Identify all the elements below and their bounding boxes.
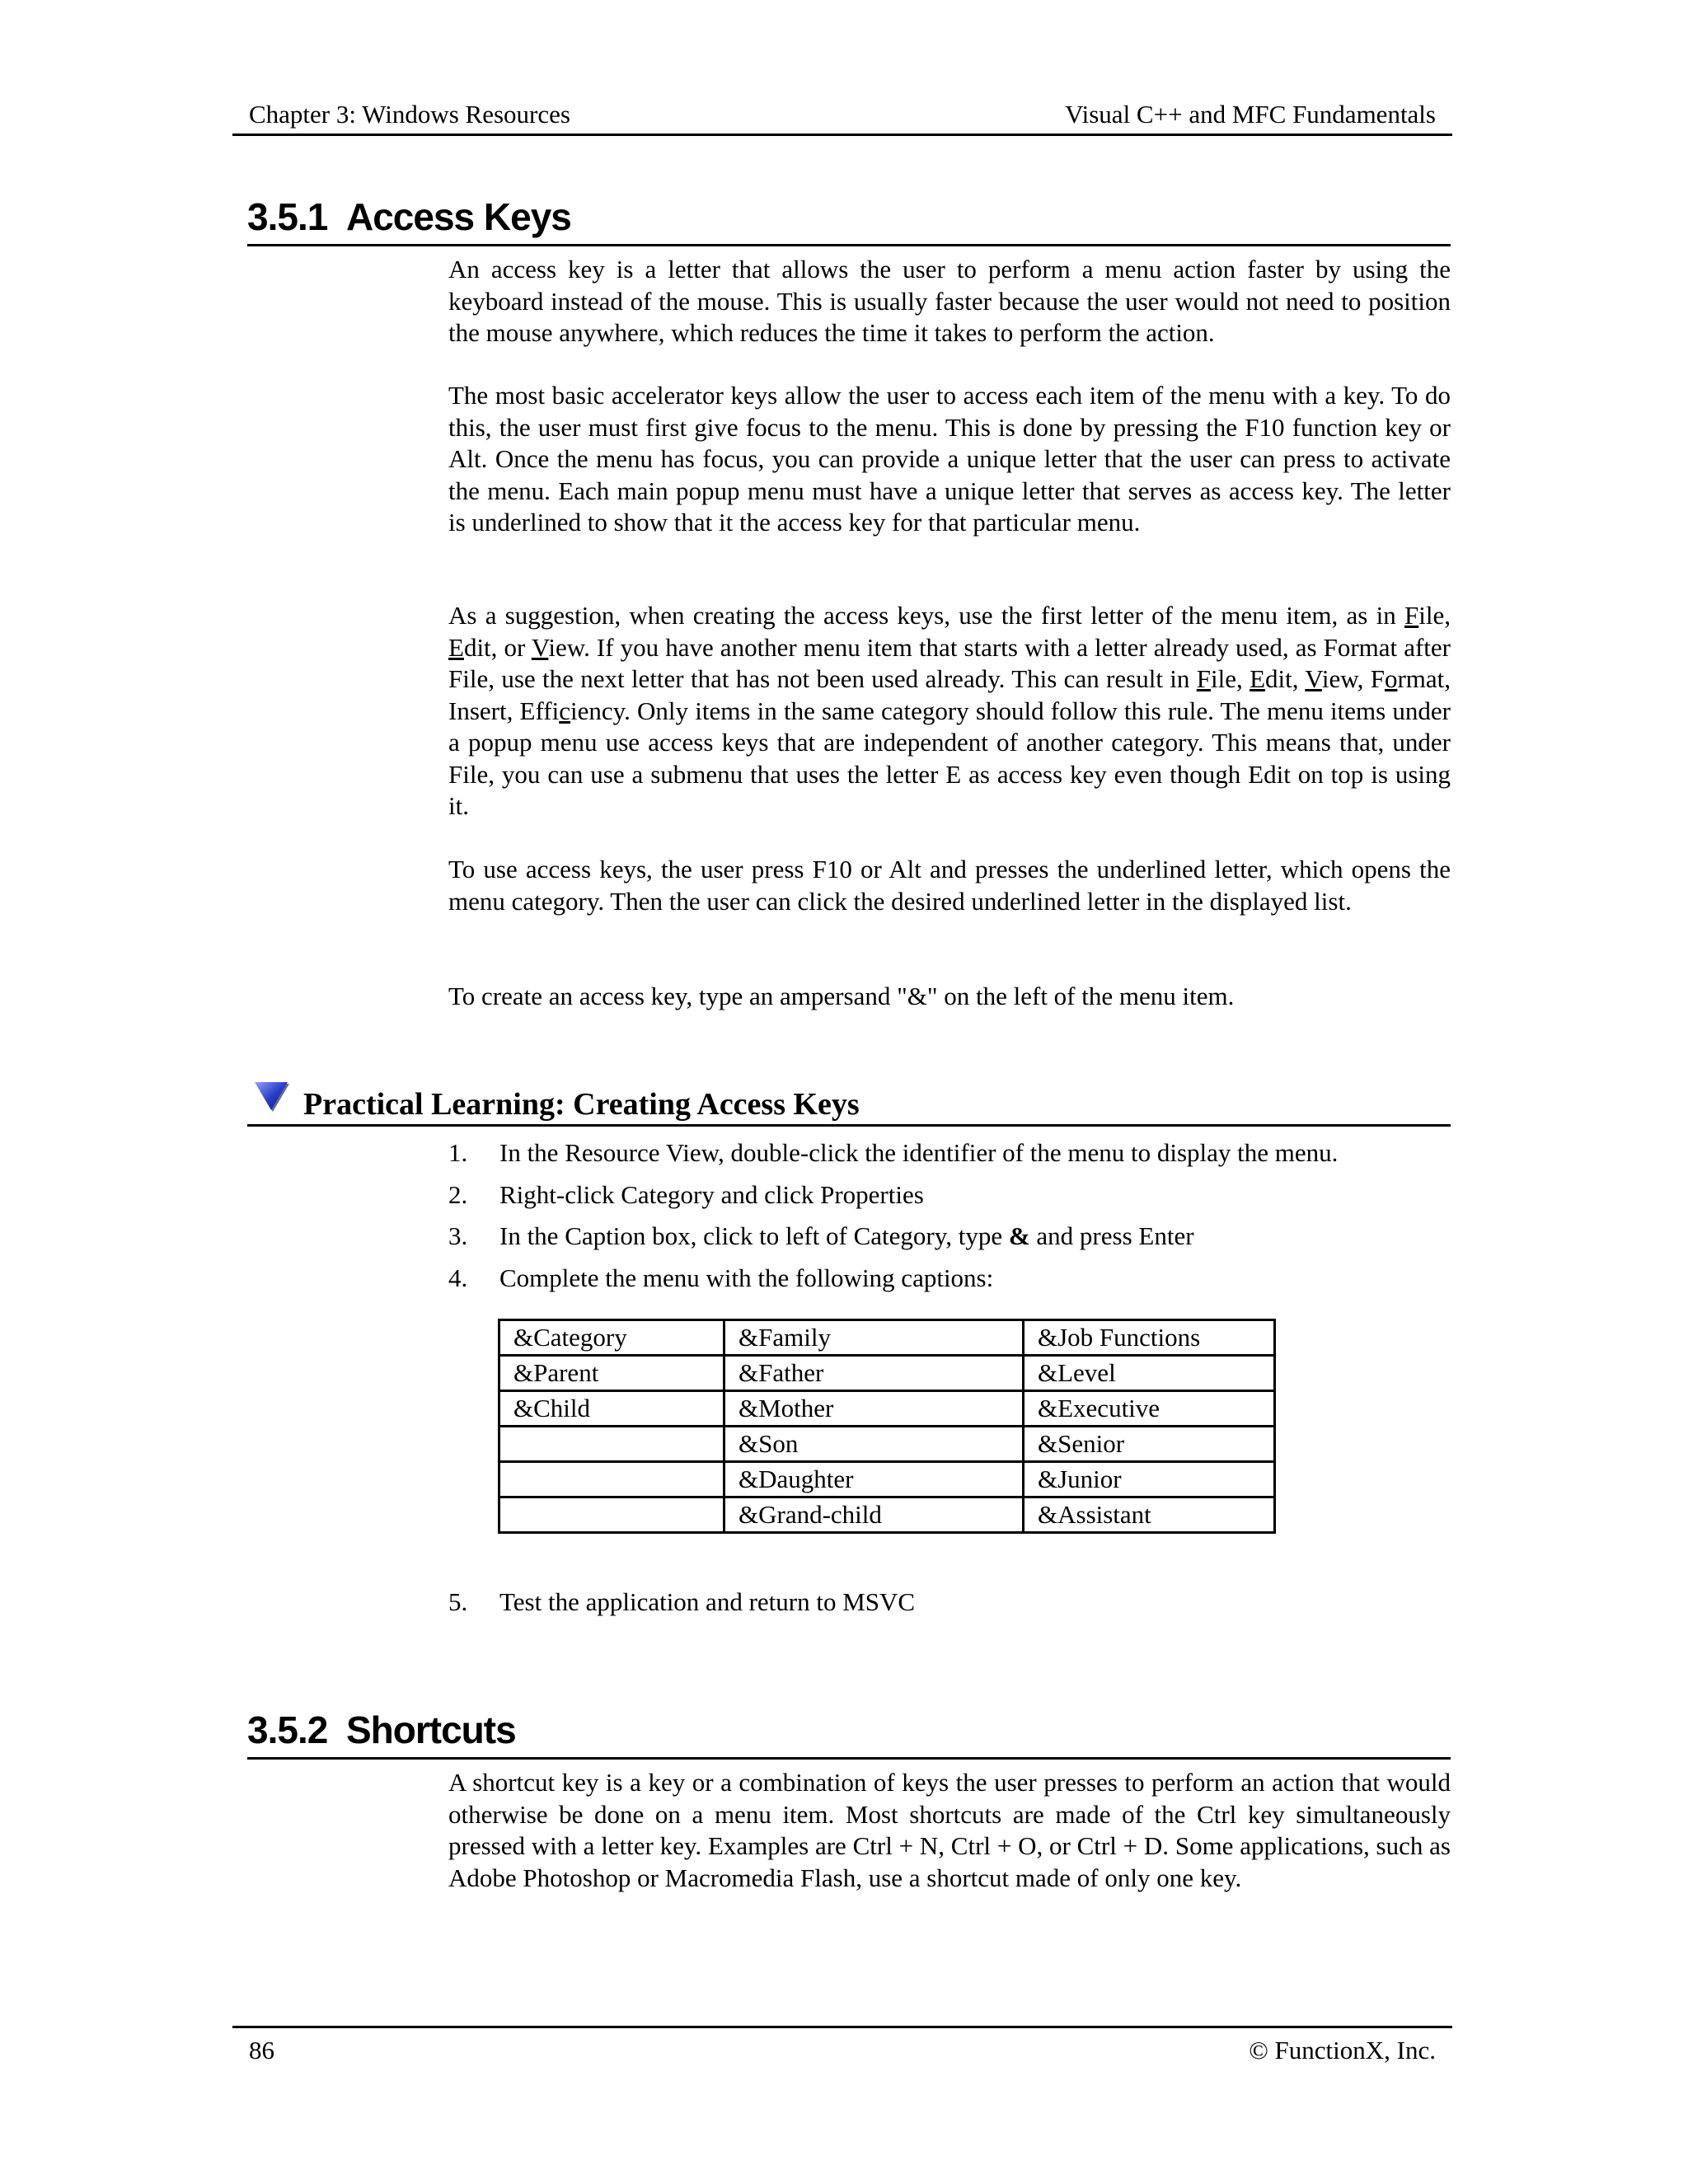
table-cell: &Junior: [1024, 1462, 1275, 1497]
underlined-access-key: V: [1305, 664, 1322, 693]
blue-triangle-icon: [252, 1080, 290, 1113]
underlined-access-key: F: [1196, 664, 1211, 693]
list-item: 1. In the Resource View, double-click the identifier of the menu to display the menu.: [448, 1138, 1339, 1167]
underlined-access-key: E: [1250, 664, 1266, 693]
table-row: [499, 1320, 1275, 1356]
table-cell: &Child: [499, 1391, 724, 1427]
list-item: 5. Test the application and return to MSVC: [448, 1587, 916, 1616]
paragraph: To create an access key, type an ampersand "&" on the left of the menu item.: [448, 982, 1235, 1010]
table-cell: &Grand-child: [724, 1497, 1024, 1533]
copyright: © FunctionX, Inc.: [1249, 2036, 1436, 2064]
heading-rule: [247, 1757, 1451, 1760]
table-cell: [499, 1427, 724, 1462]
table-cell: [499, 1497, 724, 1533]
underlined-access-key: V: [531, 632, 549, 662]
table-cell: &Family: [724, 1320, 1024, 1356]
paragraph-access-key-example: As a suggestion, when creating the access keys, use the first letter of the menu item, as in File, Edit, or View. If you have another menu item that starts with a letter already used, as Format after File, use the next letter that has not been used already. This can result in File, Edit, View, Format, Insert, Efficiency. Only items in the same category should follow this rule. The menu items under a popup menu use access keys that are independent of another category. This means that, under File, you can use a submenu that uses the letter E as access key even though Edit on top is using it.: [448, 601, 1451, 820]
list-item: 3. In the Caption box, click to left of Category, type & and press Enter: [448, 1221, 1194, 1250]
practical-learning-title: Practical Learning: Creating Access Keys: [303, 1087, 860, 1122]
table-cell: &Job Functions: [1024, 1320, 1275, 1356]
heading-rule: [247, 1124, 1451, 1127]
underlined-access-key: c: [559, 696, 570, 725]
table-row: [499, 1391, 1275, 1427]
table-cell: &Parent: [499, 1356, 724, 1391]
table-cell: &Daughter: [724, 1462, 1024, 1497]
underlined-access-key: E: [448, 632, 464, 662]
list-item: 2. Right-click Category and click Properties: [448, 1180, 924, 1209]
running-header: [232, 101, 1452, 136]
list-item: 4. Complete the menu with the following captions:: [448, 1263, 994, 1292]
section-number: 3.5.1: [247, 195, 328, 238]
table-cell: &Senior: [1024, 1427, 1275, 1462]
underlined-access-key: F: [1404, 601, 1419, 630]
table-cell: &Son: [724, 1427, 1024, 1462]
paragraph: An access key is a letter that allows the user to perform a menu action faster by using the keyboard instead of the mouse. This is usually faster because the user would not need to position the mouse anywhere, which reduces the time it takes to perform the action.: [448, 255, 1451, 347]
paragraph: A shortcut key is a key or a combination of keys the user presses to perform an action that would otherwise be done on a menu item. Most shortcuts are made of the Ctrl key simultaneously pressed with a letter key. Examples are Ctrl + N, Ctrl + O, or Ctrl + D. Some applications, such as Adobe Photoshop or Macromedia Flash, use a shortcut made of only one key.: [448, 1768, 1451, 1892]
table-cell: &Level: [1024, 1356, 1275, 1391]
table-row: [499, 1356, 1275, 1391]
section-number: 3.5.2: [247, 1708, 328, 1751]
table-cell: [499, 1462, 724, 1497]
table-cell: &Father: [724, 1356, 1024, 1391]
page-number: 86: [249, 2036, 274, 2064]
section-heading-access-keys: [247, 194, 571, 239]
section-title: Access Keys: [346, 195, 571, 238]
section-heading-shortcuts: [247, 1708, 516, 1752]
table-row: [499, 1427, 1275, 1462]
running-footer: [232, 2026, 1452, 2066]
section-title: Shortcuts: [346, 1708, 516, 1751]
chapter-title: Chapter 3: Windows Resources: [249, 100, 570, 129]
table-cell: &Mother: [724, 1391, 1024, 1427]
paragraph: To use access keys, the user press F10 or Alt and presses the underlined letter, which opens the menu category. Then the user can click the desired underlined letter in the displayed list.: [448, 855, 1451, 916]
table-row: [499, 1462, 1275, 1497]
table-cell: &Assistant: [1024, 1497, 1275, 1533]
underlined-access-key: o: [1384, 664, 1398, 693]
table-cell: &Category: [499, 1320, 724, 1356]
book-title: Visual C++ and MFC Fundamentals: [1065, 100, 1436, 129]
heading-rule: [247, 244, 1451, 246]
paragraph: The most basic accelerator keys allow the user to access each item of the menu with a key. To do this, the user must first give focus to the menu. This is done by pressing the F10 function key or Alt. Once the menu has focus, you can provide a unique letter that the user can press to activate the menu. Each main popup menu must have a unique letter that serves as access key. The letter is underlined to show that it the access key for that particular menu.: [448, 381, 1451, 537]
table-row: [499, 1497, 1275, 1533]
table-cell: &Executive: [1024, 1391, 1275, 1427]
captions-table: [498, 1319, 1276, 1534]
